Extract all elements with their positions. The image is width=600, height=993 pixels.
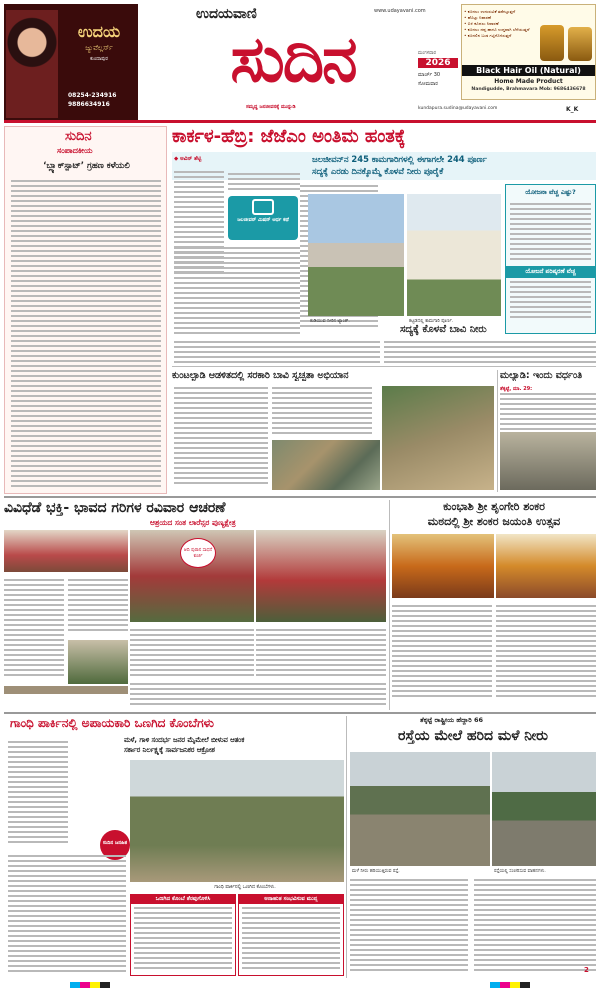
editorial-brand: ಸುದಿನ <box>65 129 92 144</box>
edition-box <box>418 50 458 100</box>
lead-byline: ◆ ಅವಿನ್ ಶೆಟ್ಟಿ <box>174 156 202 162</box>
bottom-left-sub-1: ಮಳೆ, ಗಾಳಿ ಸಂದರ್ಭ ಜನರ ಮೈಮೇಲೆ ಬೀಳುವ ಆತಂಕ <box>124 736 245 744</box>
masthead-brand-small: ಉದಯವಾಣಿ <box>196 6 257 22</box>
ad-left-phone-1: 08254-234916 <box>68 92 117 99</box>
lead-headline: ಕಾರ್ಕಳ-ಹೆಬ್ರಿ: ಜೆಜೆಎಂ ಅಂತಿಮ ಹಂತಕ್ಕೆ <box>172 126 406 147</box>
obit-lead: ತೆಕ್ಕಟ್ಟೆ, ಮಾ. 29: <box>500 386 533 392</box>
editorial-headline: ‘ಬ್ಲ್ಯಾಕ್‌ಸ್ಪಾಟ್’ ಗ್ರಹಣ ಕಳೆಯಲಿ <box>43 161 130 171</box>
middle-left-body-4 <box>256 626 386 678</box>
cmyk-mark-right <box>490 982 530 988</box>
bottom-box-2-title: ಅನಾಹುತ ಸಂಭವಿಸುವ ಮುನ್ನ <box>239 895 343 904</box>
middle-right-body-1 <box>392 602 492 702</box>
well-photo-2 <box>382 386 494 490</box>
lead-info-box <box>505 184 596 334</box>
water-tap-icon <box>252 199 274 215</box>
water-tank-photo <box>308 194 404 316</box>
middle-center-body <box>130 680 386 706</box>
obit-headline: ಮಲ್ಯಾಡಿ: ಇಂದು ವರ್ಧಂತಿ <box>500 370 583 381</box>
lead-badge-text: ಜಲಜೀವನ್ ಮಿಷನ್ ಅರ್ಧ ಕಥೆ <box>237 217 289 223</box>
ad-left-brand: ಉದಯ <box>77 22 121 41</box>
rain-road-photo-1 <box>350 752 490 866</box>
lead-caption-1: ಕುಡಿಯುವ ನೀರಿನ ಟ್ಯಾಂಕ್. <box>310 319 350 324</box>
edition-year: 2026 <box>418 58 458 68</box>
lead-caption-2: ಕಟ್ಟಡದಲ್ಲಿ ಕಾಮಗಾರಿ ಪೂರ್ಣ. <box>409 319 454 324</box>
bottom-left-badge: ಸುದಿನ ಜನಹಿತ <box>100 830 130 860</box>
edition-label: ಮಂಗಳವಾರ <box>418 51 437 56</box>
bottom-right-body-1 <box>350 876 468 976</box>
middle-left-caption: ಆದಿ ಪುರಾನ ಸಾಧನೆ ಕುರ್ಚಿ <box>180 538 216 568</box>
middle-left-body-2 <box>68 576 128 636</box>
bottom-left-sub-2: ಸರ್ಕಾರ ನಿರ್ಲಕ್ಷ್ಯಕ್ಕೆ ಸಾರ್ವಜನಿಕರ ಆಕ್ರೋಶ <box>124 746 215 754</box>
masthead-rule <box>4 120 596 123</box>
middle-left-headline: ವಿವಿಧೆಡೆ ಭಕ್ತಿ- ಭಾವದ ಗರಿಗಳ ರವಿವಾರ ಆಚರಣೆ <box>4 500 226 516</box>
edition-day: ಸೋಮವಾರ <box>418 81 438 87</box>
lead-box-title: ಯೋಜನಾ ವೆಚ್ಚ ಎಷ್ಟು? <box>525 188 576 196</box>
oil-bottle-icon <box>540 25 564 61</box>
well-body-2 <box>272 384 372 438</box>
bottom-right-body-2 <box>474 876 596 976</box>
masthead-tagline: ಸಮೃದ್ಧ ಜನಜೀವನಕ್ಕೆ ಮುನ್ನುಡಿ <box>246 104 296 110</box>
rule-bottom <box>4 712 596 714</box>
palm-sunday-photo-1 <box>4 530 128 572</box>
lead-box-body <box>506 200 595 262</box>
rule-middle <box>4 496 596 498</box>
palm-sunday-photo-5 <box>4 686 128 694</box>
middle-right-headline-2: ಮಠದಲ್ಲಿ ಶ್ರೀ ಶಂಕರ ಜಯಂತಿ ಉತ್ಸವ <box>427 515 561 528</box>
masthead-email[interactable]: kundapura.sudina@udayavani.com <box>418 106 498 111</box>
editorial-label: ಸಂಪಾದಕೀಯ <box>57 146 93 155</box>
lead-body-col-1b <box>174 244 300 334</box>
shankara-photo-1 <box>392 534 494 598</box>
lead-sub-1: ಜಲಜೀವನ್‌ನ 245 ಕಾಮಗಾರಿಗಳಲ್ಲಿ ಈಗಾಗಲೇ 244 ಪೂರ್ಣ <box>312 154 487 164</box>
rain-road-photo-2 <box>492 752 596 866</box>
bottom-left-headline: ಗಾಂಧಿ ಪಾರ್ಕಿನಲ್ಲಿ ಅಪಾಯಕಾರಿ ಒಣಗಿದ ಕೊಂಬೆಗಳು <box>10 716 214 730</box>
lead-sub-2: ಸದ್ಯಕ್ಕೆ ಎರಡು ದಿನಕ್ಕೊಮ್ಮೆ ಕೊಳವೆ ನೀರು ಪೂರೈಕೆ <box>312 166 444 176</box>
editorial-column <box>4 126 167 494</box>
registration-marks <box>0 980 600 990</box>
ad-left[interactable] <box>4 4 138 122</box>
ad-right-line-2: • ಹೊಟ್ಟು ನಿವಾರಣೆ <box>464 15 491 20</box>
masthead-url[interactable]: www.udayavani.com <box>374 8 426 14</box>
edition-date: ಮಾರ್ಚ್ 30 <box>418 72 441 78</box>
ad-right[interactable] <box>461 4 596 100</box>
bottom-left-caption: ಗಾಂಧಿ ಪಾರ್ಕಿನಲ್ಲಿ ಒಣಗಿದ ಕೊಂಬೆಗಳು. <box>214 885 276 890</box>
bottom-box-1-body <box>131 904 235 974</box>
middle-left-sub: ಆಶ್ರಯದ ಸಂತ ಲಾರೆನ್ಸರ ಪುಣ್ಯಕ್ಷೇತ್ರ <box>150 518 236 527</box>
model-photo <box>6 10 58 118</box>
bottom-left-body-2 <box>8 852 126 978</box>
well-headline: ಕುಂಟಲ್ಪಾಡಿ ಆಡಳಿತದಲ್ಲಿ ಸರಕಾರಿ ಬಾವಿ ಸ್ವಚ್ಛತಾ ಅಭಿಯಾನ <box>172 370 349 381</box>
cmyk-mark-left <box>70 982 110 988</box>
well-photo-1 <box>272 440 380 490</box>
lead-badge <box>228 196 298 240</box>
ad-left-phone-2: 9886634916 <box>68 101 110 108</box>
ad-right-product: Black Hair Oil (Natural) <box>462 65 595 76</box>
ad-right-line-5: • ಕೂದಲಿನ ಬುಡ ಗಟ್ಟಿಗೊಳಿಸುತ್ತದೆ <box>464 33 512 38</box>
bottom-box-1-title: ಒಣಗಿದ ಕೊಂಬೆ ತೆರವುಗೊಳಿಸಿ <box>131 895 235 904</box>
middle-right-headline-1: ಕುಂಭಾಶಿ ಶ್ರೀ ಶೃಂಗೇರಿ ಶಂಕರ <box>443 500 545 513</box>
middle-left-body-3 <box>130 626 254 678</box>
bottom-right-caption-2: ರಸ್ತೆಯಲ್ಲಿ ಸಂಚರಿಸುವ ವಾಹನಗಳು. <box>494 869 546 874</box>
rule-bottom-v <box>346 716 347 978</box>
lead-body-bottom <box>174 338 380 364</box>
bottom-left-box-1 <box>130 894 236 976</box>
ad-right-line-1: • ಕೂದಲು ಉದುರುವಿಕೆ ತಡೆಗಟ್ಟುತ್ತದೆ <box>464 9 516 14</box>
lead-strip: ಸದ್ಯಕ್ಕೆ ಕೊಳವೆ ಬಾವಿ ನೀರು <box>400 324 487 335</box>
rule-middle-v <box>389 500 390 710</box>
shankara-photo-2 <box>496 534 596 598</box>
middle-left-body-1 <box>4 576 64 684</box>
obit-body <box>500 390 596 430</box>
lead-strip-body <box>384 338 596 364</box>
editorial-body <box>11 177 161 489</box>
bottom-right-kicker: ತೆಕ್ಕಟ್ಟೆ ರಾಷ್ಟ್ರೀಯ ಹೆದ್ದಾರಿ 66 <box>420 716 483 724</box>
ad-left-sub: ಜ್ಯುವೆಲ್ಲರ್ಸ್ <box>85 44 113 52</box>
ad-right-line-3: • ಬಿಳಿ ಕೂದಲು ನಿವಾರಣೆ <box>464 21 499 26</box>
middle-right-body-2 <box>496 602 596 702</box>
obit-photo <box>500 432 596 490</box>
bottom-box-2-body <box>239 904 343 974</box>
well-body-1 <box>174 384 268 488</box>
gandhi-park-photo <box>130 760 344 882</box>
building-photo <box>407 194 501 316</box>
bottom-left-box-2 <box>238 894 344 976</box>
lead-body-col-2 <box>228 170 300 192</box>
palm-sunday-photo-4 <box>68 640 128 684</box>
masthead-title: ಸುದಿನ <box>230 23 356 97</box>
ad-right-contact: Nandigudde, Brahmavara Mob: 9686436678 <box>471 87 586 92</box>
bottom-left-body-1 <box>8 738 68 848</box>
bottom-right-headline: ರಸ್ತೆಯ ಮೇಲೆ ಹರಿದ ಮಳೆ ನೀರು <box>398 728 548 744</box>
lead-box-body-2 <box>506 278 595 324</box>
palm-sunday-photo-3 <box>256 530 386 622</box>
lead-box-sub: ಯೋಜನೆ ಪರಿಷ್ಕರಣೆ ವೆಚ್ಚ <box>506 266 595 278</box>
ad-right-line-4: • ಕೂದಲು ದಪ್ಪ ಹಾಗೂ ಉದ್ದವಾಗಿ ಬೆಳೆಯುತ್ತದೆ <box>464 27 530 32</box>
masthead-kk: K_K <box>566 106 579 113</box>
rule-obit <box>497 370 498 492</box>
page-marker: 2 <box>584 966 589 974</box>
oil-bottle-icon-2 <box>568 27 592 61</box>
bottom-right-caption-1: ಮಳೆ ನೀರು ಹರಿಯುತ್ತಿರುವ ರಸ್ತೆ. <box>352 869 400 874</box>
ad-left-place: ಕುಂದಾಪುರ <box>90 56 108 62</box>
rule-well <box>172 366 596 367</box>
ad-right-sub: Home Made Product <box>494 78 563 85</box>
